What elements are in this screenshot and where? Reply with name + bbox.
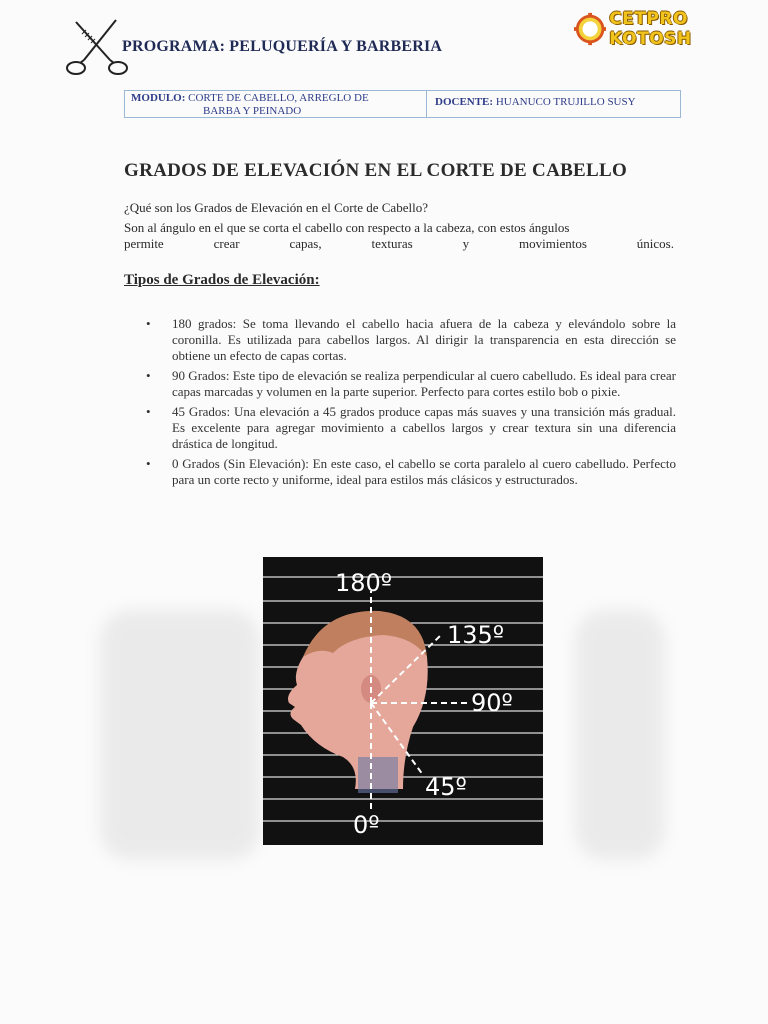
cetpro-logo — [574, 9, 768, 49]
label-0: 0º — [353, 811, 380, 839]
list-item-text: 180 grados: Se toma llevando el cabello hacia afuera de la cabeza y elevándolo sobre la coronilla. Es utilizada para cabellos largos. Al dirigir la transparencia en esta dirección se obtiene un efecto de capas cortas. — [172, 316, 676, 363]
logo-text: CETPRO KOTOSH — [609, 9, 692, 49]
modulo-label: MODULO: — [131, 92, 186, 104]
list-item — [146, 404, 676, 452]
answer-line-1: Son al ángulo en el que se corta el cabello con respecto a la cabeza, con estos ángulos — [124, 220, 570, 235]
docente-label: DOCENTE: — [435, 96, 494, 108]
bullet-icon: • — [146, 456, 151, 471]
bullet-icon: • — [146, 368, 151, 383]
program-title: PROGRAMA: PELUQUERÍA Y BARBERIA — [122, 38, 443, 55]
gear-seal-icon — [574, 12, 606, 46]
list-item — [146, 456, 676, 488]
list-item-text: 90 Grados: Este tipo de elevación se realiza perpendicular al cuero cabelludo. Es ideal para crear capas marcadas y volumen en la parte superior. Perfecto para cortes estilo bob o pixie. — [172, 368, 676, 399]
label-180: 180º — [335, 569, 393, 597]
question-text: ¿Qué son los Grados de Elevación en el Corte de Cabello? — [124, 200, 428, 215]
docente-value: HUANUCO TRUJILLO SUSY — [495, 96, 636, 108]
list-item — [146, 368, 676, 400]
docente-cell — [427, 91, 680, 117]
answer-paragraph — [124, 220, 674, 252]
label-135: 135º — [447, 621, 505, 649]
list-item-text: 45 Grados: Una elevación a 45 grados produce capas más suaves y una transición más gradual. Es excelente para agregar movimiento a cabellos largos y crear textura sin una diferencia drástica de longitud. — [172, 404, 676, 451]
list-item-text: 0 Grados (Sin Elevación): En este caso, el cabello se corta paralelo al cuero cabelludo. Perfecto para un corte recto y uniforme, ideal para estilos más clásicos y estructurados. — [172, 456, 676, 487]
bleed-through-shape — [100, 610, 260, 860]
modulo-line1: CORTE DE CABELLO, ARREGLO DE — [188, 92, 369, 104]
module-info-box — [124, 90, 681, 118]
label-90: 90º — [471, 689, 513, 717]
elevation-angles-figure — [263, 557, 543, 845]
bleed-through-shape — [575, 610, 665, 860]
modulo-cell — [125, 91, 427, 117]
elevation-list — [146, 316, 676, 492]
label-45: 45º — [425, 773, 467, 801]
section-subtitle: Tipos de Grados de Elevación: — [124, 272, 320, 288]
answer-line-2: permite crear capas, texturas y movimientos únicos. — [124, 236, 674, 251]
bullet-icon: • — [146, 404, 151, 419]
bullet-icon: • — [146, 316, 151, 331]
page-title: GRADOS DE ELEVACIÓN EN EL CORTE DE CABELLO — [124, 160, 628, 181]
list-item — [146, 316, 676, 364]
modulo-line2: BARBA Y PEINADO — [203, 105, 302, 117]
